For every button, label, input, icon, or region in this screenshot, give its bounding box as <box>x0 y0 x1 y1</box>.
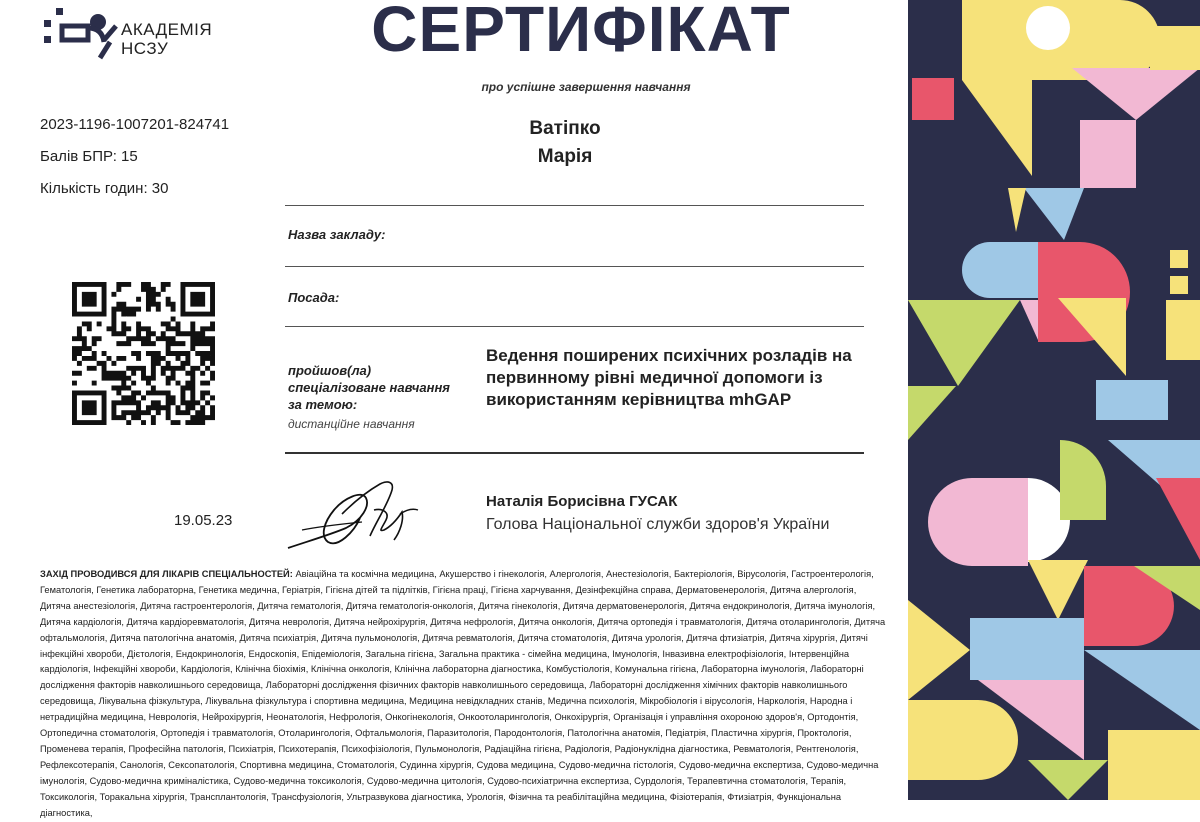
study-mode: дистанційне навчання <box>288 417 415 431</box>
qr-code-icon <box>72 282 215 425</box>
signer-name: Наталія Борисівна ГУСАК <box>486 493 678 510</box>
specialties-heading: ЗАХІД ПРОВОДИВСЯ ДЛЯ ЛІКАРІВ СПЕЦІАЛЬНОСТЕЙ: <box>40 569 293 579</box>
logo-line-1: АКАДЕМІЯ <box>121 20 213 39</box>
signer-role: Голова Національної служби здоров'я України <box>486 516 830 533</box>
certificate-subtitle: про успішне завершення навчання <box>481 80 691 94</box>
course-title: Ведення поширених психічних розладів на первинному рівні медичної допомоги із використанням керівництва mhGAP <box>486 346 852 409</box>
logo-text <box>121 20 212 58</box>
divider <box>285 452 864 454</box>
signature-icon <box>282 470 432 560</box>
decorative-pattern <box>908 0 1200 800</box>
certificate-title: СЕРТИФІКАТ <box>371 0 791 65</box>
position-label: Посада: <box>288 290 340 305</box>
divider <box>285 266 864 267</box>
specialties-list: Авіаційна та космічна медицина, Акушерство і гінекологія, Алергологія, Анестезіологія, Бактеріологія, Вірусологія, Гастроентерологія, Гематологія, Генетика лабораторна, Генетика медична, Геріатрія, Гігієна дітей та підлітків, Гігієна праці, Гігієна харчування, Дезінфекційна справа, Дерматовенерологія, Дитяча алергологія, Дитяча анестезіологія, Дитяча гастроентерологія, Дитяча гематологія, Дитяча гематологія-онкологія, Дитяча гінекологія, Дитяча дерматовенерологія, Дитяча ендокринологія, Дитяча імунологія, Дитяча кардіологія, Дитяча кардіоревматологія, Дитяча неврологія, Дитяча нейрохірургія, Дитяча нефрологія, Дитяча онкологія, Дитяча ортопедія і травматологія, Дитяча отоларингологія, Дитяча офтальмологія, Дитяча патологічна анатомія, Дитяча психіатрія, Дитяча пульмонологія, Дитяча ревматологія, Дитяча стоматологія, Дитяча урологія, Дитяча фтизіатрія, Дитяча хірургія, Дитячі інфекційні хвороби, Дієтологія, Ендокринологія, Ендоскопія, Епідеміологія, Загальна гігієна, Загальна практика - сімейна медицина, Імунологія, Інвазивна електрофізіологія, Інтервенційна кардіологія, Інфекційні хвороби, Кардіологія, Клінічна біохімія, Клінічна онкологія, Клінічна лабораторна діагностика, Комбустіологія, Комунальна гігієна, Лабораторна імунологія, Лабораторні дослідження факторів навколишнього середовища, Лабораторні дослідження фізичних факторів навколишнього середовища, Лабораторні дослідження хімічних факторів навколишнього середовища, Лікувальна фізкультура, Лікувальна фізкультура і спортивна медицина, Медицина невідкладних станів, Медична психологія, Мікробіологія і вірусологія, Наркологія, Народна і нетрадиційна медицина, Неврологія, Нейрохірургія, Неонатологія, Нефрологія, Онкогінекологія, Онкоотоларингологія, Онкохірургія, Організація і управління охороною здоров'я, Ортодонтія, Ортопедична стоматологія, Ортопедія і травматологія, Отоларингологія, Офтальмологія, Паразитологія, Пародонтологія, Патологічна анатомія, Педіатрія, Пластична хірургія, Проктологія, Променева терапія, Професійна патологія, Психіатрія, Психотерапія, Психофізіологія, Пульмонологія, Радіаційна гігієна, Радіологія, Радіонуклідна діагностика, Ревматологія, Рентгенологія, Рефлексотерапія, Санологія, Сексопатологія, Спортивна медицина, Стоматологія, Судинна хірургія, Судова медицина, Судово-медична гістологія, Судово-медична експертиза, Судово-медична імунологія, Судово-медична криміналістика, Судово-медична токсикологія, Судово-медична цитологія, Судово-психіатрична експертиза, Сурдологія, Терапевтична стоматологія, Терапія, Токсикологія, Торакальна хірургія, Трансплантологія, Трансфузіологія, Ультразвукова діагностика, Урологія, Фізична та реабілітаційна медицина, Фізіотерапія, Фтизіатрія, Функціональна діагностика, <box>40 569 886 818</box>
recipient-given-name: Марія <box>537 146 593 167</box>
institution-label: Назва закладу: <box>288 227 386 242</box>
completed-label: пройшов(ла) спеціалізоване навчання за темою: <box>288 363 450 412</box>
logo-line-2: НСЗУ <box>121 39 169 58</box>
hours-count: Кількість годин: 30 <box>40 180 169 197</box>
issue-date: 19.05.23 <box>174 512 233 529</box>
certificate-id: 2023-1196-1007201-824741 <box>40 116 230 133</box>
recipient-surname: Ватіпко <box>529 118 601 139</box>
cpd-points: Балів БПР: 15 <box>40 148 138 165</box>
specialties-text <box>40 567 888 822</box>
divider <box>285 326 864 327</box>
divider <box>285 205 864 206</box>
